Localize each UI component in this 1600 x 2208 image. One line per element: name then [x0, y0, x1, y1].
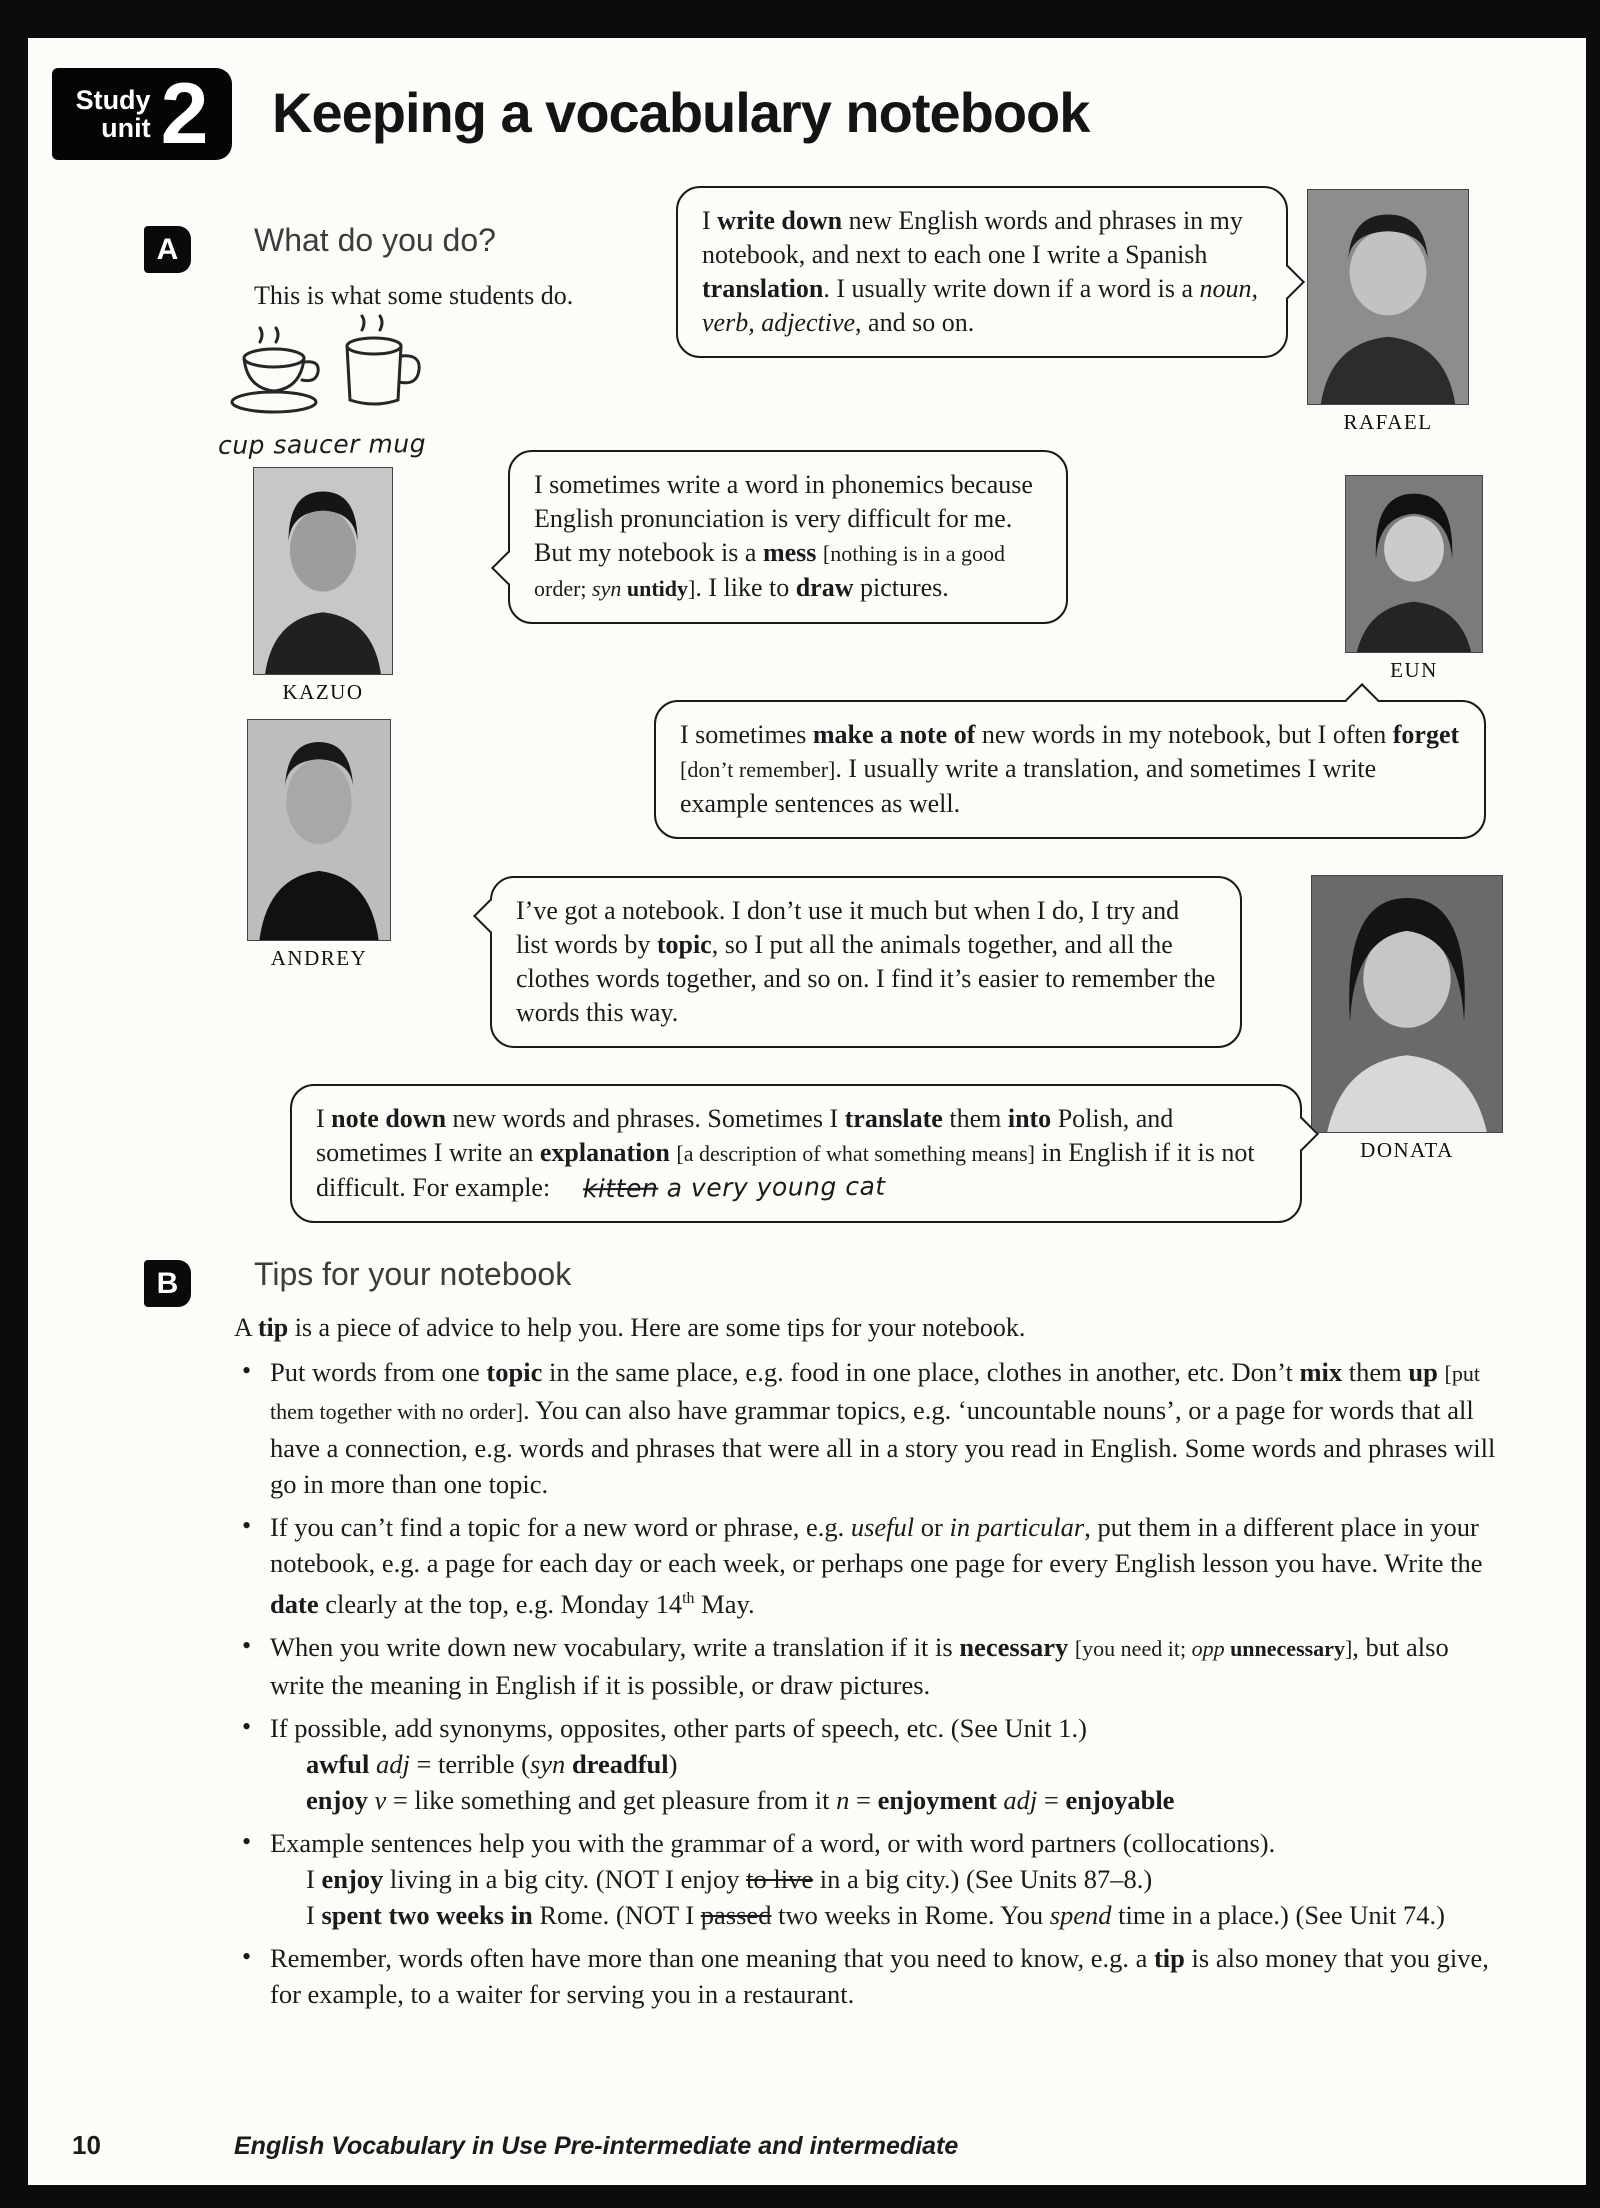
photo-label-rafael: RAFAEL [1343, 410, 1433, 434]
page-title: Keeping a vocabulary notebook [272, 81, 1090, 144]
page [28, 38, 1586, 2185]
section-b-heading: Tips for your notebook [254, 1256, 572, 1292]
bubble-tail [491, 551, 525, 585]
tip-text: Remember, words often have more than one meaning that you need to know, e.g. a tip is also money that you give, for example, to a waiter for serving you in a restaurant. [270, 1942, 1489, 2009]
tip-text: Example sentences help you with the grammar of a word, or with word partners (collocations). [270, 1827, 1276, 1858]
section-b-badge: B [144, 1260, 191, 1307]
tip-item [234, 1509, 1508, 1622]
photo-label-andrey: ANDREY [270, 946, 368, 970]
student-photo-kazuo [254, 468, 392, 674]
portrait-silhouette-icon [248, 720, 390, 940]
study-unit-tab [52, 68, 232, 160]
speech-bubble-rafael [676, 186, 1288, 358]
tip-example-line: enjoy v = like something and get pleasure from it n = enjoyment adj = enjoyable [306, 1784, 1175, 1815]
cups-caption: cup saucer mug [217, 429, 427, 460]
cup-saucer-mug-icon [224, 308, 438, 426]
student-photo-donata [1312, 876, 1502, 1132]
photo-label-donata: DONATA [1360, 1138, 1454, 1162]
study-unit-label: Study unit [75, 85, 151, 143]
speech-bubble-andrey [490, 876, 1242, 1048]
bubble-text-donata: I note down new words and phrases. Sometimes I translate them into Polish, and sometimes I write an explanation [a description of what something means] in English if it is not difficult. For example: [316, 1104, 1255, 1202]
bubble-text-rafael: I write down new English words and phrases in my notebook, and next to each one I write a Spanish translation. I usually write down if a word is a noun, verb, adjective, and so on. [702, 206, 1259, 337]
tip-example-line: awful adj = terrible (syn dreadful) [306, 1748, 678, 1779]
handwritten-example: kitten a very young cat [582, 1171, 886, 1204]
section-a-heading: What do you do? [254, 222, 496, 258]
tip-example-line: I spent two weeks in Rome. (NOT I passed two weeks in Rome. You spend time in a place.) (See Unit 74.) [306, 1899, 1445, 1930]
tips-list [234, 1354, 1508, 2019]
tip-text: If you can’t find a topic for a new word or phrase, e.g. useful or in particular, put them in a different place in your notebook, e.g. a page for each day or each week, or perhaps one page for every English lesson you have. Write the date clearly at the top, e.g. Monday 14th May. [270, 1512, 1483, 1619]
tip-item [234, 1629, 1508, 1703]
speech-bubble-eun [654, 700, 1486, 839]
bubble-text-eun: I sometimes make a note of new words in my notebook, but I often forget [don’t remember]. I usually write a translation, and sometimes I write example sentences as well. [680, 720, 1460, 818]
portrait-silhouette-icon [254, 468, 392, 674]
tip-item [234, 1354, 1508, 1502]
portrait-silhouette-icon [1312, 876, 1502, 1132]
portrait-silhouette-icon [1308, 190, 1468, 404]
speech-bubble-donata [290, 1084, 1302, 1223]
tip-item [234, 1825, 1508, 1933]
book-footer-title: English Vocabulary in Use Pre-intermediate and intermediate [234, 2132, 959, 2160]
tip-text: If possible, add synonyms, opposites, other parts of speech, etc. (See Unit 1.) [270, 1712, 1087, 1743]
photo-label-eun: EUN [1390, 658, 1438, 682]
tip-item [234, 1940, 1508, 2012]
section-a-badge: A [144, 226, 191, 273]
tip-item [234, 1710, 1508, 1818]
student-photo-eun [1346, 476, 1482, 652]
tip-text: Put words from one topic in the same place, e.g. food in one place, clothes in another, etc. Don’t mix them up [put them together with no order]. You can also have grammar topics, e.g. ‘uncountable nouns’, or a page for words that all have a connection, e.g. words and phrases that were all in a story you read in English. Some words and phrases will go in more than one topic. [270, 1357, 1496, 1499]
bubble-tail [1345, 683, 1379, 717]
bubble-text-kazuo: I sometimes write a word in phonemics because English pronunciation is very difficult for me. But my notebook is a mess [nothing is in a good order; syn untidy]. I like to draw pictures. [534, 470, 1033, 602]
student-photo-rafael [1308, 190, 1468, 404]
page-number: 10 [72, 2130, 101, 2160]
bubble-tail [473, 899, 507, 933]
speech-bubble-kazuo [508, 450, 1068, 624]
tip-text: When you write down new vocabulary, write a translation if it is necessary [you need it; opp unnecessary], but also write the meaning in English if it is possible, or draw pictures. [270, 1631, 1449, 1700]
section-b-intro: A tip is a piece of advice to help you. Here are some tips for your notebook. [234, 1313, 1026, 1342]
photo-label-kazuo: KAZUO [282, 680, 364, 704]
portrait-silhouette-icon [1346, 476, 1482, 652]
bubble-text-andrey: I’ve got a notebook. I don’t use it much but when I do, I try and list words by topic, so I put all the animals together, and all the clothes words together, and so on. I find it’s easier to remember the words this way. [516, 896, 1216, 1027]
cups-illustration [224, 308, 438, 426]
student-photo-andrey [248, 720, 390, 940]
tip-example-line: I enjoy living in a big city. (NOT I enjoy to live in a big city.) (See Units 87–8.) [306, 1863, 1153, 1894]
bubble-tail [1271, 265, 1305, 299]
unit-number: 2 [160, 66, 209, 162]
section-a-intro: This is what some students do. [254, 281, 574, 310]
